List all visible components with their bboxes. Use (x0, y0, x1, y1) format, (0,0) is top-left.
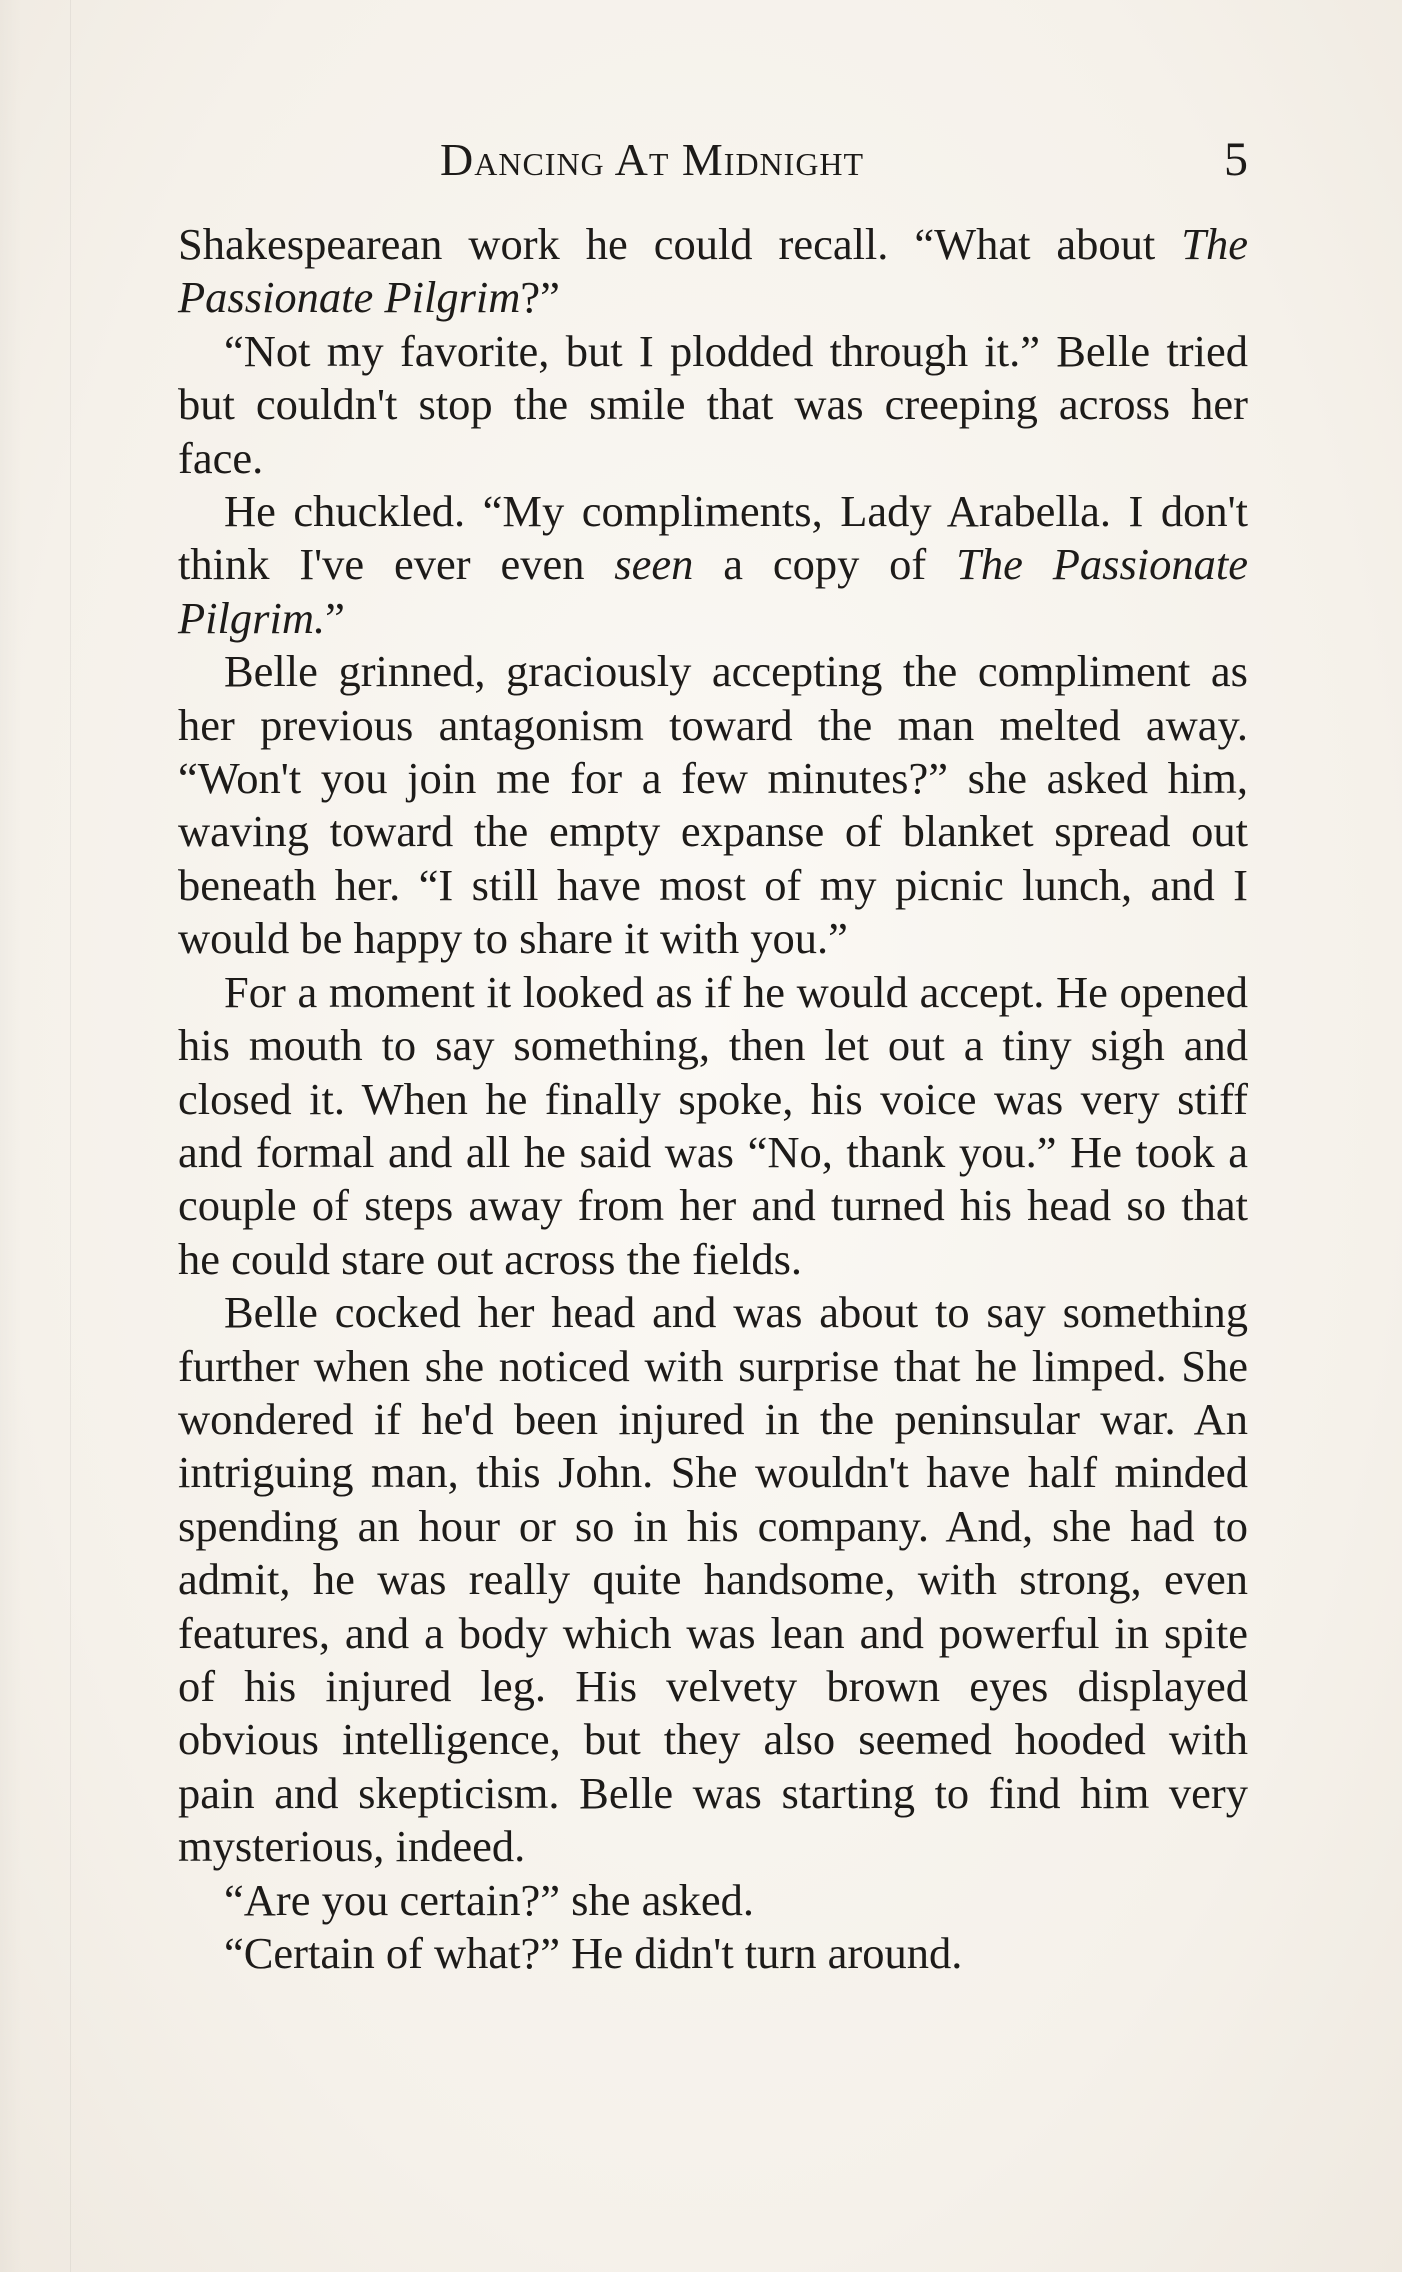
italic-emphasis: seen (614, 539, 694, 590)
page-crease (70, 0, 71, 2272)
paragraph-3 (178, 485, 1248, 645)
page-number: 5 (1224, 133, 1248, 186)
italic-title: The Passionate Pilgrim. (178, 539, 1249, 643)
text-run: Shakespearean work he could recall. “What about (178, 219, 1182, 269)
paragraph-5: For a moment it looked as if he would accept. He opened his mouth to say something, then let out a tiny sigh and closed it. When he finally spoke, his voice was very stiff and formal and all he said was “No, thank you.” He took a couple of steps away from her and turned his head so that he could stare out across the fields. (178, 966, 1248, 1284)
paragraph-6: Belle cocked her head and was about to say something further when she noticed with surprise that he limped. She wondered if he'd been injured in the peninsular war. An intriguing man, this John. She wouldn't have half minded spending an hour or so in his company. And, she had to admit, he was really quite handsome, with strong, even features, and a body which was lean and powerful in spite of his injured leg. His velvety brown eyes displayed obvious intelligence, but they also seemed hooded with pain and skepticism. Belle was starting to find him very mysterious, indeed. (178, 1287, 1248, 1872)
text-run: ” (325, 592, 345, 643)
italic-title: The Passionate Pilgrim (178, 219, 1248, 323)
text-run: a copy of (693, 539, 957, 590)
paragraph-4: Belle grinned, graciously accepting the compliment as her previous antagonism toward the man melted away. “Won't you join me for a few minutes?” she asked him, waving toward the empty expanse of blanket spread out beneath her. “I still have most of my picnic lunch, and I would be happy to share it with you.” (178, 646, 1248, 964)
paragraph-8: “Certain of what?” He didn't turn around. (224, 1928, 963, 1978)
running-title: Dancing At Midnight (440, 134, 865, 185)
text-run: He chuckled. “My compliments, Lady Arabella. I don't think I've ever even (178, 486, 1248, 590)
text-run: ?” (520, 272, 560, 323)
paragraph-7: “Are you certain?” she asked. (224, 1874, 755, 1925)
body-text (178, 218, 1248, 1980)
paragraph-1 (178, 218, 1248, 325)
paragraph-2: “Not my favorite, but I plodded through it.” Belle tried but couldn't stop the smile that was creeping across her face. (178, 325, 1248, 483)
page-header (178, 130, 1248, 190)
